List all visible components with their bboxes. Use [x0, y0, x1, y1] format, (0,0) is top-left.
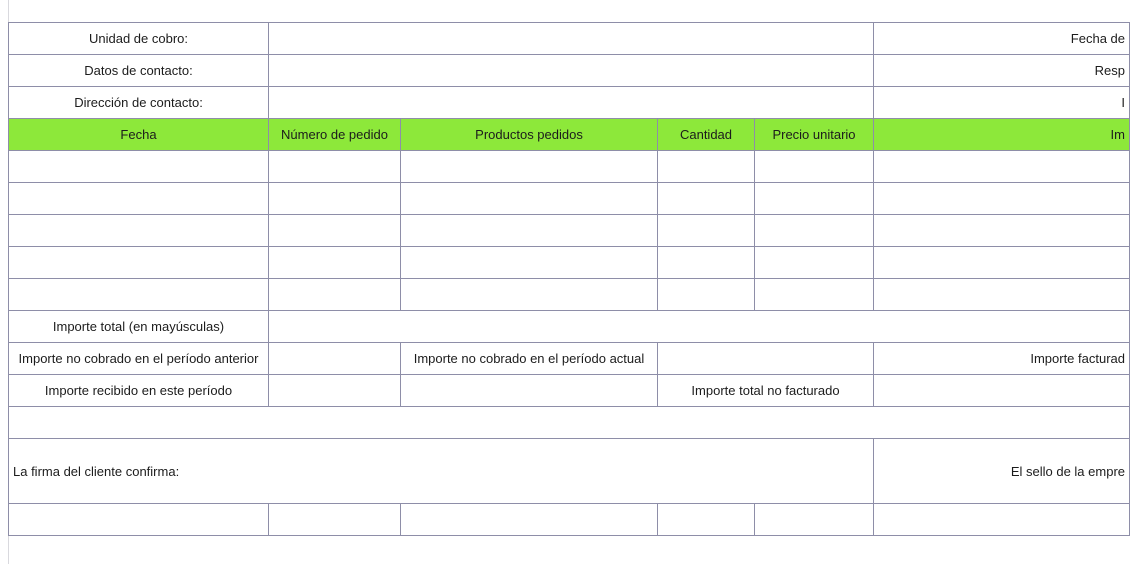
header-cantidad: Cantidad: [658, 119, 755, 151]
header-precio-unitario: Precio unitario: [755, 119, 874, 151]
sello-empresa-label: El sello de la empre: [874, 439, 1130, 504]
header-importe: Im: [874, 119, 1130, 151]
direccion-right-label: I: [874, 87, 1130, 119]
cell-footer-3[interactable]: [401, 504, 658, 536]
cell-cantidad[interactable]: [658, 183, 755, 215]
blank-row: [9, 407, 1130, 439]
cell-numero-de-pedido[interactable]: [269, 151, 401, 183]
form-row-direccion: [9, 87, 1130, 119]
header-productos-pedidos: Productos pedidos: [401, 119, 658, 151]
total-no-facturado-label: Importe total no facturado: [658, 375, 874, 407]
cell-numero-de-pedido[interactable]: [269, 183, 401, 215]
cell-footer-2[interactable]: [269, 504, 401, 536]
table-row: [9, 279, 1130, 311]
table-row: [9, 504, 1130, 536]
unidad-de-cobro-label: Unidad de cobro:: [9, 23, 269, 55]
cell-fecha[interactable]: [9, 215, 269, 247]
cell-importe[interactable]: [874, 247, 1130, 279]
cell-productos-pedidos[interactable]: [401, 151, 658, 183]
cell-importe[interactable]: [874, 183, 1130, 215]
responsable-label: Resp: [874, 55, 1130, 87]
form-row-unidad: [9, 23, 1130, 55]
table-row: [9, 183, 1130, 215]
cell-importe[interactable]: [874, 151, 1130, 183]
no-cobrado-anterior-input[interactable]: [269, 343, 401, 375]
cell-precio-unitario[interactable]: [755, 183, 874, 215]
cell-footer-4[interactable]: [658, 504, 755, 536]
cell-productos-pedidos[interactable]: [401, 279, 658, 311]
cell-importe[interactable]: [874, 279, 1130, 311]
cell-footer-6[interactable]: [874, 504, 1130, 536]
cell-precio-unitario[interactable]: [755, 247, 874, 279]
cell-productos-pedidos[interactable]: [401, 247, 658, 279]
header-fecha: Fecha: [9, 119, 269, 151]
direccion-de-contacto-input[interactable]: [269, 87, 874, 119]
table-row: [9, 151, 1130, 183]
form-row-datos: [9, 55, 1130, 87]
no-cobrado-actual-label: Importe no cobrado en el período actual: [401, 343, 658, 375]
cell-numero-de-pedido[interactable]: [269, 247, 401, 279]
datos-de-contacto-input[interactable]: [269, 55, 874, 87]
signature-row: [9, 439, 1130, 504]
summary-row-recibido: [9, 375, 1130, 407]
total-no-facturado-input[interactable]: [874, 375, 1130, 407]
cell-productos-pedidos[interactable]: [401, 183, 658, 215]
invoice-form-table: [8, 22, 1130, 536]
summary-row-no-cobrado: [9, 343, 1130, 375]
header-numero-de-pedido: Número de pedido: [269, 119, 401, 151]
cell-cantidad[interactable]: [658, 215, 755, 247]
datos-de-contacto-label: Datos de contacto:: [9, 55, 269, 87]
importe-facturado-label: Importe facturad: [874, 343, 1130, 375]
importe-total-label: Importe total (en mayúsculas): [9, 311, 269, 343]
direccion-de-contacto-label: Dirección de contacto:: [9, 87, 269, 119]
cell-fecha[interactable]: [9, 183, 269, 215]
no-cobrado-actual-input[interactable]: [658, 343, 874, 375]
cell-cantidad[interactable]: [658, 279, 755, 311]
cell-cantidad[interactable]: [658, 151, 755, 183]
importe-recibido-extra-input[interactable]: [401, 375, 658, 407]
importe-total-input[interactable]: [269, 311, 1130, 343]
cell-importe[interactable]: [874, 215, 1130, 247]
cell-footer-5[interactable]: [755, 504, 874, 536]
cell-precio-unitario[interactable]: [755, 279, 874, 311]
cell-fecha[interactable]: [9, 247, 269, 279]
cell-fecha[interactable]: [9, 151, 269, 183]
blank-merged-cell[interactable]: [9, 407, 1130, 439]
table-header-row: [9, 119, 1130, 151]
importe-recibido-label: Importe recibido en este período: [9, 375, 269, 407]
cell-numero-de-pedido[interactable]: [269, 215, 401, 247]
summary-row-total: [9, 311, 1130, 343]
importe-recibido-input[interactable]: [269, 375, 401, 407]
cell-fecha[interactable]: [9, 279, 269, 311]
unidad-de-cobro-input[interactable]: [269, 23, 874, 55]
cell-productos-pedidos[interactable]: [401, 215, 658, 247]
cell-numero-de-pedido[interactable]: [269, 279, 401, 311]
no-cobrado-anterior-label: Importe no cobrado en el período anterior: [9, 343, 269, 375]
cell-precio-unitario[interactable]: [755, 215, 874, 247]
cell-precio-unitario[interactable]: [755, 151, 874, 183]
cell-cantidad[interactable]: [658, 247, 755, 279]
cell-footer-1[interactable]: [9, 504, 269, 536]
firma-cliente-label: La firma del cliente confirma:: [9, 439, 874, 504]
fecha-label: Fecha de: [874, 23, 1130, 55]
table-row: [9, 215, 1130, 247]
table-row: [9, 247, 1130, 279]
